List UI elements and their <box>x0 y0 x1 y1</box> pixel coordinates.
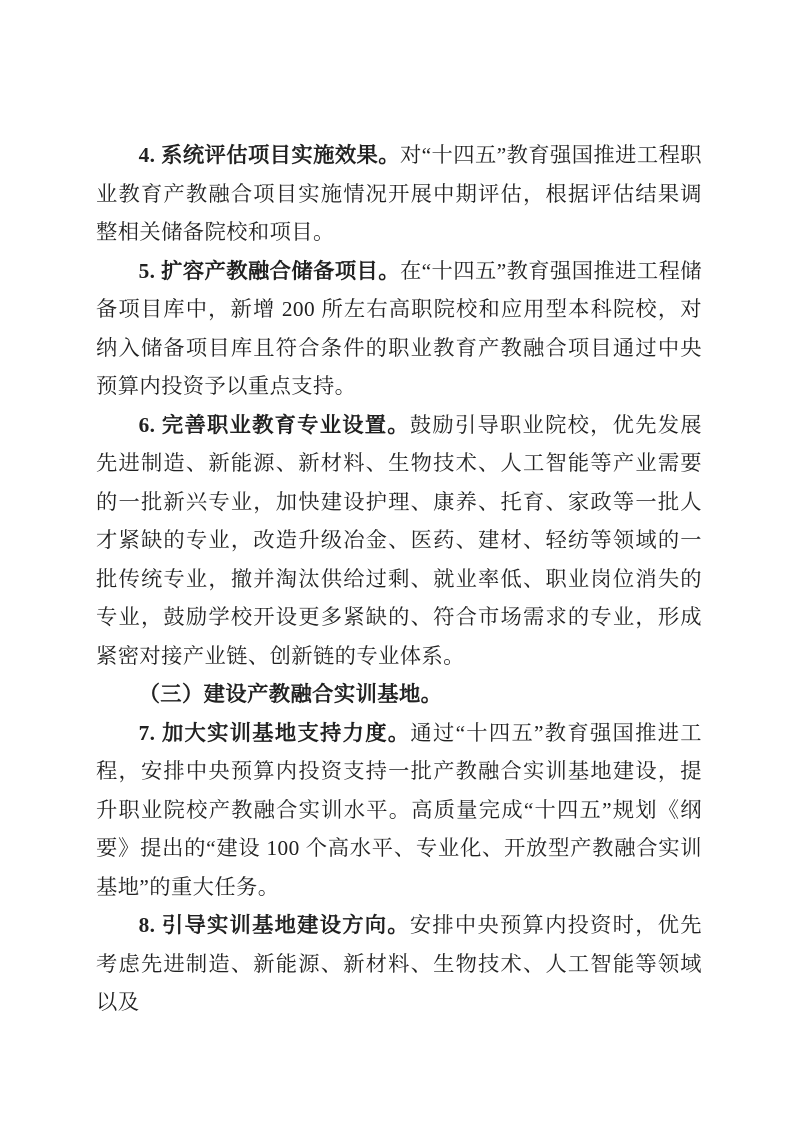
paragraph-6-body: 鼓励引导职业院校，优先发展先进制造、新能源、新材料、生物技术、人工智能等产业需要的一批新兴专业，加快建设护理、康养、托育、家政等一批人才紧缺的专业，改造升级冶金、医药、建材、轻纺等领域的一批传统专业，撤并淘汰供给过剩、就业率低、职业岗位消失的专业，鼓励学校开设更多紧缺的、符合市场需求的专业，形成紧密对接产业链、创新链的专业体系。 <box>96 412 702 668</box>
paragraph-8-lead: 8. 引导实训基地建设方向。 <box>138 913 410 937</box>
paragraph-4-body: 对“十四五”教育强国推进工程职业教育产教融合项目实施情况开展中期评估，根据评估结果调整相关储备院校和项目。 <box>96 143 702 244</box>
paragraph-8-body: 安排中央预算内投资时，优先考虑先进制造、新能源、新材料、生物技术、人工智能等领域以及 <box>96 913 702 1014</box>
paragraph-item-6 <box>96 406 702 676</box>
section-heading-3-text: （三）建设产教融合实训基地。 <box>138 682 443 706</box>
paragraph-item-4 <box>96 136 702 252</box>
paragraph-7-lead: 7. 加大实训基地支持力度。 <box>138 720 411 745</box>
paragraph-5-lead: 5. 扩容产教融合储备项目。 <box>138 258 400 283</box>
paragraph-4-lead: 4. 系统评估项目实施效果。 <box>138 143 400 167</box>
paragraph-item-8 <box>96 906 702 1022</box>
section-heading-3 <box>96 675 702 714</box>
paragraph-item-7 <box>96 714 702 907</box>
document-text-block <box>96 136 702 1022</box>
paragraph-6-lead: 6. 完善职业教育专业设置。 <box>138 412 410 437</box>
paragraph-5-body: 在“十四五”教育强国推进工程储备项目库中，新增 200 所左右高职院校和应用型本科院校，对纳入储备项目库且符合条件的职业教育产教融合项目通过中央预算内投资予以重点支持。 <box>96 258 702 398</box>
paragraph-item-5 <box>96 252 702 406</box>
paragraph-7-body: 通过“十四五”教育强国推进工程，安排中央预算内投资支持一批产教融合实训基地建设，提升职业院校产教融合实训水平。高质量完成“十四五”规划《纲要》提出的“建设 100 个高水平、专业化、开放型产教融合实训基地”的重大任务。 <box>96 720 702 899</box>
